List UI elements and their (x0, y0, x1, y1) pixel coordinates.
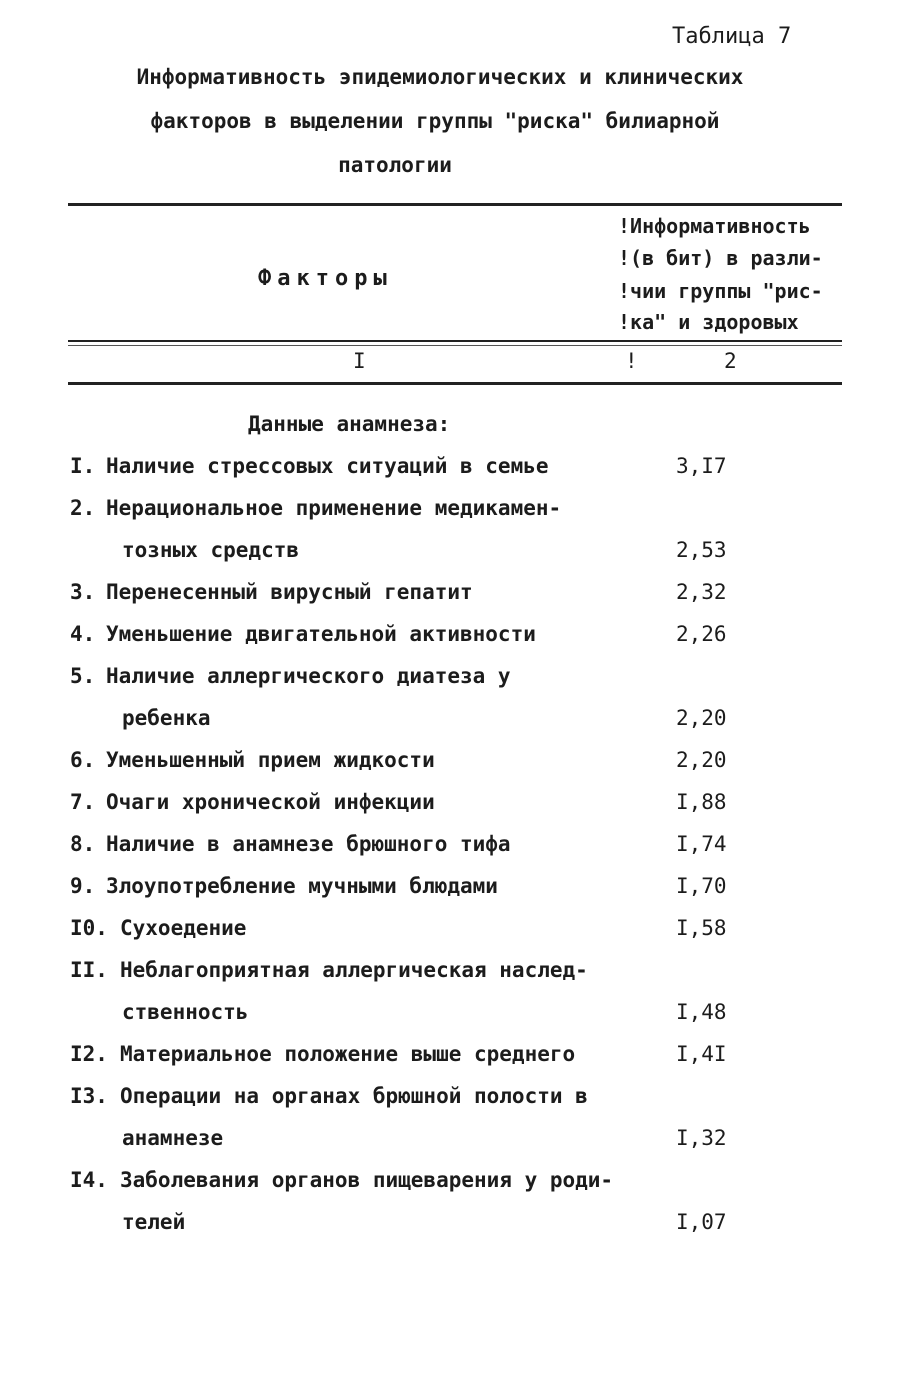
row-number: I0. (70, 916, 108, 940)
row-value: I,07 (676, 1210, 727, 1234)
row-factor-text: Наличие аллергического диатеза у (106, 664, 511, 688)
row-value: I,58 (676, 916, 727, 940)
row-value: 2,32 (676, 580, 727, 604)
header-informativeness-line-1: !Информативность (618, 214, 811, 238)
row-factor-text: Материальное положение выше среднего (120, 1042, 576, 1066)
row-factor-text: Нерациональное применение медикамен- (106, 496, 562, 520)
row-number: I4. (70, 1168, 108, 1192)
row-number: 4. (70, 622, 96, 646)
row-value: I,88 (676, 790, 727, 814)
row-number: II. (70, 958, 108, 982)
row-number: 8. (70, 832, 96, 856)
table-label: Таблица 7 (672, 24, 792, 49)
row-factor-text: тозных средств (122, 538, 300, 562)
row-number: 5. (70, 664, 96, 688)
row-factor-text: телей (122, 1210, 186, 1234)
column-separator: ! (625, 349, 638, 373)
row-factor-text: Перенесенный вирусный гепатит (106, 580, 473, 604)
row-factor-text: Наличие в анамнезе брюшного тифа (106, 832, 511, 856)
row-factor-text: ственность (122, 1000, 249, 1024)
row-value: I,70 (676, 874, 727, 898)
row-factor-text: Неблагоприятная аллергическая наслед- (120, 958, 588, 982)
row-factor-text: Очаги хронической инфекции (106, 790, 435, 814)
row-factor-text: Уменьшенный прием жидкости (106, 748, 435, 772)
row-value: 2,20 (676, 706, 727, 730)
header-informativeness-line-4: !ка" и здоровых (618, 310, 799, 334)
row-value: I,48 (676, 1000, 727, 1024)
row-factor-text: Злоупотребление мучными блюдами (106, 874, 498, 898)
table-title-line-3: патологии (338, 153, 452, 177)
row-factor-text: анамнезе (122, 1126, 224, 1150)
column-number-2: 2 (724, 349, 737, 373)
table-rule-middle-thin (68, 345, 842, 346)
row-value: I,32 (676, 1126, 727, 1150)
row-factor-text: Сухоедение (120, 916, 247, 940)
row-number: I2. (70, 1042, 108, 1066)
row-factor-text: Уменьшение двигательной активности (106, 622, 536, 646)
row-factor-text: Заболевания органов пищеварения у роди- (120, 1168, 614, 1192)
row-number: 7. (70, 790, 96, 814)
row-value: 2,53 (676, 538, 727, 562)
section-title: Данные анамнеза: (248, 412, 451, 436)
row-number: I3. (70, 1084, 108, 1108)
table-title-line-1: Информативность эпидемиологических и клинических (136, 65, 744, 89)
row-factor-text: ребенка (122, 706, 211, 730)
row-number: 9. (70, 874, 96, 898)
row-number: 6. (70, 748, 96, 772)
row-number: 2. (70, 496, 96, 520)
row-value: I,74 (676, 832, 727, 856)
row-value: 3,I7 (676, 454, 727, 478)
table-title-line-2: факторов в выделении группы "риска" билиарной (150, 109, 720, 133)
header-informativeness-line-3: !чии группы "рис- (618, 279, 823, 303)
table-rule-middle (68, 340, 842, 342)
row-value: 2,26 (676, 622, 727, 646)
header-informativeness-line-2: !(в бит) в разли- (618, 246, 823, 270)
row-value: I,4I (676, 1042, 727, 1066)
table-rule-top (68, 203, 842, 206)
row-number: 3. (70, 580, 96, 604)
header-factors: Факторы (258, 266, 393, 291)
row-value: 2,20 (676, 748, 727, 772)
row-factor-text: Наличие стрессовых ситуаций в семье (106, 454, 549, 478)
row-number: I. (70, 454, 96, 478)
column-number-1: I (353, 349, 366, 373)
table-rule-bottom (68, 382, 842, 385)
row-factor-text: Операции на органах брюшной полости в (120, 1084, 588, 1108)
